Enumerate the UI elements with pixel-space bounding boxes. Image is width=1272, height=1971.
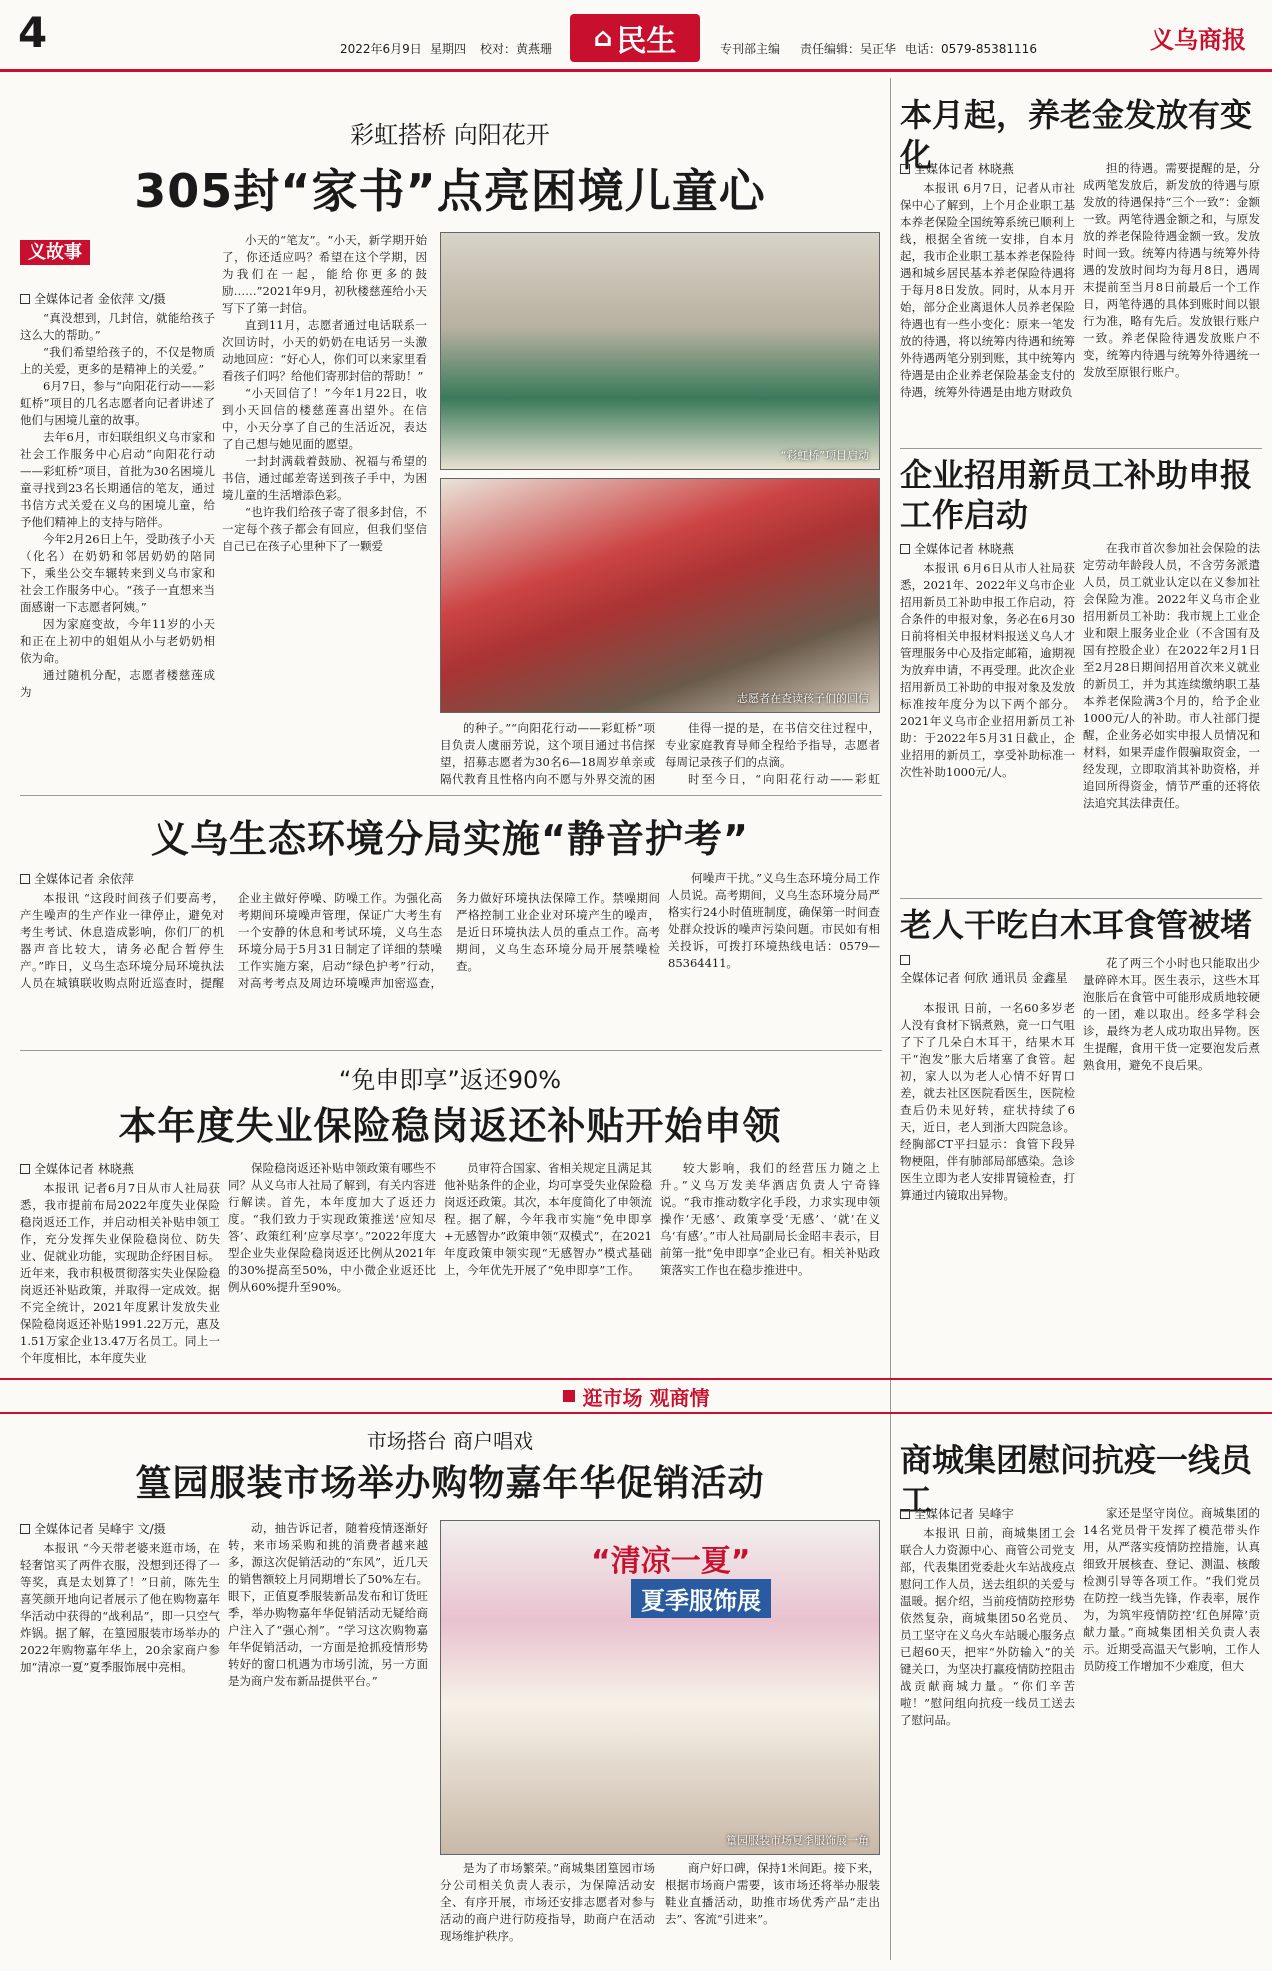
square-icon (20, 1524, 30, 1534)
divider (900, 448, 1262, 449)
paragraph: 本报讯 6月6日从市人社局获悉，2021年、2022年义乌市企业招用新员工补助申报工作启动，符合条件的申报对象，务必在6月30日前将相关申报材料报送义乌人才管理服务中心及指定邮箱，逾期视为放弃申请，不再受理。此次企业招用新员工补助的申报对象及发放标准按年度分为以下两个部分。2021年义乌市企业招用新员工补助：于2022年5月31日截止，企业招用的新员工，享受补助标准一次性补助1000元/人。 (900, 561, 1075, 779)
page-header (0, 0, 1272, 72)
right4-headline: 商城集团慰问抗疫一线员工 (900, 1441, 1253, 1519)
story2-byline-text: 全媒体记者 余依萍 (34, 872, 134, 886)
story2-col4 (668, 870, 880, 1040)
paragraph: 本报讯 6月7日，记者从市社保中心了解到，上个月企业职工基本养老保险全国统筹系统已顺利上线，根据全省统一安排，自本月起，我市企业职工基本养老保险待遇和城乡居民基本养老保险待遇将于每月8日发放。同时，从本月开始，部分企业离退休人员养老保险待遇也有一些小变化：原来一笔发放的待遇，将以统筹内待遇和统筹外待遇两笔分别到账，其中统筹内待遇是由企业养老保险基金支付的待遇，统筹外待遇是由地方财政负 (900, 181, 1075, 399)
paragraph: 本报讯 “今天带老婆来逛市场，在轻奢馆买了两件衣服，没想到还得了一等奖，真是太划算了！”日前，陈先生喜笑颜开地向记者展示了他在购物嘉年华活动中获得的“战利品”，即一只空气炸锅。据了解，在篁园服装市场举办的2022年购物嘉年华上，20余家商户参加“清凉一夏”夏季服饰展中亮相。 (20, 1541, 220, 1674)
paragraph: 佳得一提的是，在书信交往过程中，专业家庭教育导师全程给予指导，志愿者每周记录孩子们的点滴。 (665, 721, 880, 769)
photo1-caption: “彩虹桥”项目启动 (780, 449, 869, 462)
story3-byline-text: 全媒体记者 林晓燕 (34, 1162, 134, 1176)
story4-byline-text: 全媒体记者 吴峰宇 文/摄 (34, 1522, 166, 1536)
proofreader: 校对：黄燕珊 (480, 42, 553, 56)
paragraph: 担的待遇。需要提醒的是，分成两笔发放后，新发放的待遇与原发放的待遇保持“三个一致”：金额一致。两笔待遇金额之和，与原发放的养老保险待遇金额一致。发放时间一致。统筹内待遇与统筹外待遇的发放时间均为每月8日，遇周末提前至当月8日前最后一个工作日，两笔待遇的具体到账时间以银行为准，略有先后。发放银行账户一致。养老保险待遇发放账户不变，统筹内待遇与统筹外待遇统一发放至原银行账户。 (1083, 161, 1260, 379)
story4-col4 (665, 1860, 880, 1960)
square-icon (20, 1164, 30, 1174)
right4-byline (900, 1505, 1014, 1522)
square-icon (900, 955, 910, 965)
story2-body (20, 890, 660, 1040)
square-icon (900, 544, 910, 554)
right1-col2 (1083, 160, 1260, 440)
right3-col1 (900, 1000, 1075, 1365)
paragraph: 动，抽告诉记者，随着疫情逐渐好转，来市场采购和挑的消费者越来越多，源这次促销活动的“东风”，近几天的销售额较上月同期增长了50%左右。眼下，正值夏季服装新品发布和订货旺季，举办购物嘉年华促销活动无疑给商户注入了“强心剂”。“学习这次购物嘉年华促销活动，一方面是抢抓疫情形势转好的窗口机遇为市场引流，另一方面是为商户发布新品提供平台。” (228, 1521, 428, 1688)
story4-col3 (440, 1860, 655, 1960)
right4-col2 (1083, 1505, 1260, 1960)
paragraph: 去年6月，市妇联组织义乌市家和社会工作服务中心启动“向阳花行动——彩虹桥”项目，首批为30名困境儿童寻找到23名长期通信的笔友，通过书信方式关爱在义乌的困境儿童，给予他们精神上的支持与陪伴。 (20, 430, 215, 529)
story4-headline: 篁园服装市场举办购物嘉年华促销活动 (135, 1463, 765, 1504)
paragraph: 何噪声干扰。”义乌生态环境分局工作人员说。高考期间，义乌生态环境分局严格实行24小时值班制度，确保第一时间查处群众投诉的噪声污染问题。市民如有相关投诉，可拨打环境热线电话：0579—85364411。 (668, 871, 880, 970)
right3-byline-text: 全媒体记者 何欣 通讯员 金鑫星 (900, 971, 1068, 985)
newspaper-brand: 义乌商报 (1150, 25, 1246, 54)
right2-col2 (1083, 540, 1260, 890)
right2-byline-text: 全媒体记者 林晓燕 (914, 542, 1014, 556)
paragraph: 本报讯 “这段时间孩子们要高考，产生噪声的生产作业一律停止，避免对考生考试、休息造成影响，你们厂的机器声音比较大，请务必配合暂停生产。”昨日，义乌生态环境分局环境执法人员在城镇联收购点附近巡查时，提醒企业主做好停噪、防噪工作。为强化高考期间环境噪声管理，保证广大考生有一个安静的休息和考试环境，义乌生态环境分局于5月31日制定了详细的禁噪工作实施方案，启动“绿色护考”行动，对高考考点及周边环境噪声加密巡查，务力做好环境执法保障工作。禁噪期间严格控制工业企业对环境产生的噪声，是近日环境执法人员的重点工作。高考期间，义乌生态环境分局开展禁噪检查。 (20, 891, 660, 990)
section-logo (570, 14, 700, 62)
page-number: 4 (18, 8, 48, 57)
photo-caption: 篁园服装市场夏季服饰展一角 (726, 1834, 869, 1847)
paragraph: “我们希望给孩子的，不仅是物质上的关爱，更多的是精神上的关爱。” (20, 345, 215, 376)
story3-col1 (20, 1180, 220, 1365)
paragraph: 时至今日，“向阳花行动——彩虹 (688, 772, 880, 785)
story2-headline: 义乌生态环境分局实施“静音护考” (151, 817, 749, 861)
story3-col3 (444, 1160, 652, 1365)
divider (20, 795, 882, 796)
poster-title: “清凉一夏” (591, 1544, 751, 1579)
paragraph: 本报讯 日前，一名60多岁老人没有食材下锅煮熟，竟一口气咀了下了几朵白木耳干，结果木耳干“泡发”胀大后堵塞了食管。起初，家人以为老人心情不好胃口差，就去社区医院看医生，医院检查后仍未见好转，症状持续了6天，近日，老人到浙大四院急诊。经胸部CT平扫显示：食管下段异物梗阻，伴有肺部局部感染。急诊医生立即为老人安排胃镜检查，打算通过内镜取出异物。 (900, 1001, 1075, 1202)
story4-col2 (228, 1520, 428, 1960)
chief-editor: 专刊部主编 (720, 42, 781, 56)
paragraph: 本报讯 日前，商城集团工会联合人力资源中心、商管公司党支部，代表集团党委赴火车站战疫点慰问工作人员，送去组织的关爱与温暖。据介绍，当前疫情防控形势依然复杂，商城集团50名党员、员工坚守在义乌火车站暖心服务点已超60天，把牢“外防输入”的关键关口，为坚决打赢疫情防控阻击战贡献商城力量。“你们辛苦啦！”慰问组向抗疫一线员工送去了慰问品。 (900, 1526, 1075, 1727)
paragraph: 本报讯 记者6月7日从市人社局获悉，我市提前布局2022年度失业保险稳岗返还工作，并启动相关补贴申领工作，充分发挥失业保险稳岗位、防失业、促就业功能，实现助企纾困目标。近年来，我市积极贯彻落实失业保险稳岗返还补贴政策，并取得一定成效。据不完全统计，2021年度累计发放失业保险稳岗返还补贴1991.22万元，惠及1.51万家企业13.47万名员工。同上一个年度相比，本年度失业 (20, 1181, 220, 1365)
paragraph: 家还是坚守岗位。商城集团的14名党员骨干发挥了模范带头作用，从严落实疫情防控措施，认真细致开展核查、登记、测温、核酸检测引导等各项工作。“我们党员在防控一线当先锋，作表率，展作为，为筑牢疫情防控‘红色屏障’贡献力量。”商城集团相关负责人表示。近期受高温天气影响，工作人员防疫工作增加不少难度，但大 (1083, 1506, 1260, 1673)
house-icon: ⌂ (593, 23, 613, 53)
story1-headline: 305封“家书”点亮困境儿童心 (134, 164, 766, 218)
section-name: 民生 (616, 24, 677, 59)
column-divider (890, 78, 891, 1578)
story1-tag (20, 238, 90, 264)
story3-kicker: “免申即享”返还90% (338, 1066, 562, 1094)
square-icon (900, 164, 910, 174)
paragraph: 保险稳岗返还补贴申领政策有哪些不同？从义乌市人社局了解到，有关内容进行解读。首先，本年度加大了返还力度。“我们致力于实现政策推送‘应知尽答’、政策红利‘应享尽享’。”2022年度大型企业失业保险稳岗返还比例从2021年的30%提高至50%，中小微企业返还比例从60%提升至90%。 (228, 1161, 436, 1294)
column-divider (890, 1420, 891, 1960)
paragraph: 是为了市场繁荣。”商城集团篁园市场分公司相关负责人表示，为保障活动安全、有序开展，市场还安排志愿者对参与活动的商户进行防疫指导，助商户在活动现场维护秩序。 (440, 1861, 655, 1943)
story1-photo2 (440, 478, 880, 713)
right1-col1 (900, 180, 1075, 440)
square-icon (563, 1390, 575, 1402)
poster-subtitle: 夏季服饰展 (631, 1579, 771, 1618)
right1-headline: 本月起，养老金发放有变化 (900, 96, 1253, 174)
story1-byline-text: 全媒体记者 金依萍 文/摄 (34, 292, 166, 306)
paragraph: “真没想到，几封信，就能给孩子这么大的帮助。” (20, 311, 215, 342)
story4-kicker: 市场搭台 商户唱戏 (366, 1429, 534, 1453)
story1-col3 (440, 720, 655, 785)
paragraph: 通过随机分配，志愿者楼慈莲成为 (20, 668, 215, 699)
square-icon (20, 874, 30, 884)
divider (900, 898, 1262, 899)
phone-number: 电话：0579-85381116 (905, 42, 1037, 56)
story1-col2 (222, 232, 427, 780)
paragraph: 直到11月，志愿者通过电话联系一次回访时，小天的奶奶在电话另一头激动地回应：“好心人，你们可以来家里看看孩子们吗？给他们寄那封信的帮助！” (222, 318, 427, 383)
right1-byline (900, 160, 1014, 177)
paragraph: 因为家庭变故，今年11岁的小天和正在上初中的姐姐从小与老奶奶相依为命。 (20, 617, 215, 665)
story4-byline (20, 1520, 166, 1537)
story3-headline: 本年度失业保险稳岗返还补贴开始申领 (118, 1104, 782, 1148)
section-banner (0, 1378, 1272, 1414)
right4-col1 (900, 1525, 1075, 1960)
story3-byline (20, 1160, 134, 1177)
story1-photo1 (440, 232, 880, 470)
right4-byline-text: 全媒体记者 吴峰宇 (914, 1507, 1014, 1521)
right2-byline (900, 540, 1014, 557)
story1-tag-label: 义故事 (20, 240, 90, 265)
paragraph: 今年2月26日上午，受助孩子小天（化名）在奶奶和邻居奶奶的陪同下，乘坐公交车辗转来到义乌市家和社会工作服务中心。“孩子一直想来当面感谢一下志愿者阿姨。” (20, 532, 215, 614)
story1-kicker: 彩虹搭桥 向阳花开 (350, 121, 550, 149)
story3-col2 (228, 1160, 436, 1365)
paragraph: “也许我们给孩子寄了很多封信，不一定每个孩子都会有回应，但我们坚信自己已在孩子心里种下了一颗爱 (222, 505, 427, 553)
right3-col2 (1083, 955, 1260, 1365)
right3-byline (900, 955, 1080, 986)
photo2-caption: 志愿者在查读孩子们的回信 (737, 692, 869, 705)
paragraph: 的种子。”“向阳花行动——彩虹桥”项目负责人虞丽芳说，这个项目通过书信探望，招募志愿者为30名6—18周岁单亲或隔代教育且性格内向不愿与外界交流的困 (440, 721, 655, 785)
story3-col4 (660, 1160, 880, 1365)
story4-photo (440, 1520, 880, 1855)
banner-text: 逛市场 观商情 (582, 1385, 710, 1410)
story2-byline (20, 870, 134, 887)
paragraph: 较大影响，我们的经营压力随之上升。”义乌万发美华酒店负责人宁奇锋说。“我市推动数字化手段，力求实现申领操作‘无感’、政策享受‘无感’、‘就’在义乌‘有感’。”市人社局副局长金昭丰表示，目前第一批“免申即享”企业已有。相关补贴政策落实工作也在稳步推进中。 (660, 1161, 880, 1277)
square-icon (900, 1509, 910, 1519)
story4-col1 (20, 1540, 220, 1960)
square-icon (20, 294, 30, 304)
paragraph: 员审符合国家、省相关规定且满足其他补贴条件的企业，均可享受失业保险稳岗返还政策。其次，本年度简化了申领流程。据了解，今年我市实施“免申即享+无感智办”政策申领“双模式”，在2021年度政策申领实现“无感智办”模式基础上，今年优先开展了“免申即享”工作。 (444, 1161, 652, 1277)
story1-byline (20, 290, 166, 307)
paragraph: 在我市首次参加社会保险的法定劳动年龄段人员，不含劳务派遣人员，员工就业认定以在义参加社会保险为准。2022年义乌市企业招用新员工补助：我市规上工业企业和限上服务业企业（不含国有及国有控股企业）在2022年2月1日至2月28日期间招用首次来义就业的新员工，并为其连续缴纳职工基本养老保险满3个月的，给予企业1000元/人的补助。市人社部门提醒，企业务必如实申报人员情况和材料，如果弄虚作假骗取资金，一经发现，立即取消其补助资格，并追回所得资金，情节严重的还将依法追究其法律责任。 (1083, 541, 1260, 810)
right1-byline-text: 全媒体记者 林晓燕 (914, 162, 1014, 176)
story1-col1 (20, 310, 215, 780)
issue-date: 2022年6月9日 (340, 42, 422, 56)
paragraph: 小天的“笔友”。“小天，新学期开始了，你还适应吗？希望在这个学期，因为我们在一起，能给你更多的鼓励……”2021年9月，初秋楼慈莲给小天写下了第一封信。 (222, 233, 427, 315)
issue-weekday: 星期四 (430, 42, 467, 56)
story1-col4 (665, 720, 880, 785)
banner-label (563, 1382, 710, 1411)
paragraph: 一封封满载着鼓励、祝福与希望的书信，通过邮差寄送到孩子手中，为困境儿童的生活增添色彩。 (222, 454, 427, 502)
paragraph: 商户好口碑，保持1米间距。接下来，根据市场商户需要，该市场还将举办服装鞋业直播活动，助推市场优秀产品“走出去”、客流“引进来”。 (665, 1861, 880, 1926)
paragraph: 6月7日，参与“向阳花行动——彩虹桥”项目的几名志愿者向记者讲述了他们与困境儿童的故事。 (20, 379, 215, 427)
paragraph: “小天回信了！”今年1月22日，收到小天回信的楼慈莲喜出望外。在信中，小天分享了自己的生活近况，表达了自己想与她见面的愿望。 (222, 386, 427, 451)
responsible-editor: 责任编辑：吴正华 (800, 42, 897, 56)
right2-headline: 企业招用新员工补助申报工作启动 (900, 456, 1253, 534)
paragraph: 花了两三个小时也只能取出少量碎碎木耳。医生表示，这些木耳泡胀后在食管中可能形成质地较硬的一团，难以取出。经多学科会诊，最终为老人成功取出异物。医生提醒，食用干货一定要泡发后煮熟食用，避免不良后果。 (1083, 956, 1260, 1072)
right2-col1 (900, 560, 1075, 890)
divider (20, 1050, 882, 1051)
right3-headline: 老人干吃白木耳食管被堵 (900, 906, 1253, 944)
